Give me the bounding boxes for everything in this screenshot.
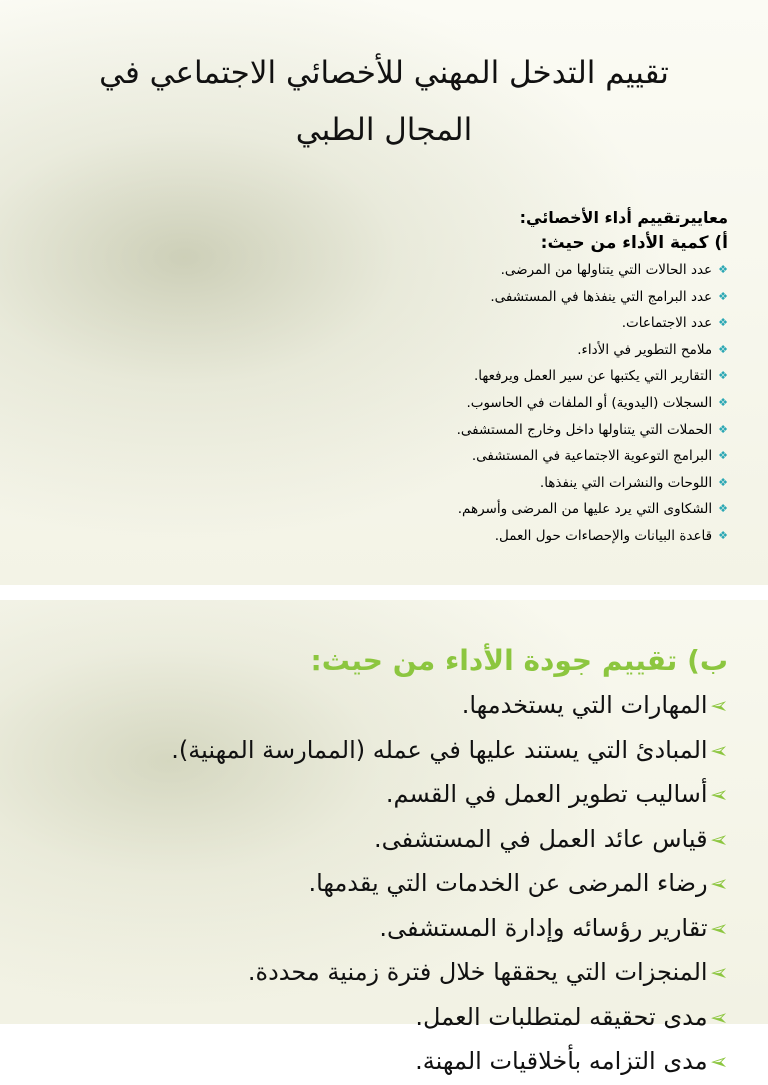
list-item bbox=[168, 310, 728, 337]
list-item-text: عدد الاجتماعات. bbox=[621, 315, 713, 332]
list-item-text: قاعدة البيانات والإحصاءات حول العمل. bbox=[494, 527, 713, 544]
diamond-bullet-icon: ❖ bbox=[718, 263, 728, 276]
list-item bbox=[168, 496, 728, 523]
diamond-bullet-icon: ❖ bbox=[718, 475, 728, 489]
arrow-bullet-icon: ➢ bbox=[709, 1005, 728, 1031]
list-item bbox=[168, 257, 728, 284]
arrow-bullet-icon: ➢ bbox=[709, 783, 728, 808]
list-item bbox=[168, 443, 728, 470]
quantity-heading: أ) كمية الأداء من حيث: bbox=[540, 233, 728, 253]
diamond-bullet-icon: ❖ bbox=[718, 449, 728, 463]
list-item-text: رضاء المرضى عن الخدمات التي يقدمها. bbox=[308, 869, 708, 897]
list-item bbox=[28, 862, 728, 907]
diamond-bullet-icon: ❖ bbox=[718, 502, 728, 516]
arrow-bullet-icon: ➢ bbox=[709, 1050, 728, 1075]
list-item-text: تقارير رؤسائه وإدارة المستشفى. bbox=[379, 913, 708, 942]
quality-section bbox=[28, 638, 728, 1085]
list-item bbox=[168, 417, 728, 444]
list-item bbox=[28, 729, 728, 774]
diamond-bullet-icon: ❖ bbox=[718, 342, 728, 356]
list-item bbox=[168, 523, 728, 550]
list-item bbox=[168, 470, 728, 497]
list-item bbox=[28, 996, 728, 1041]
list-item bbox=[168, 363, 728, 390]
list-item-text: السجلات (اليدوية) أو الملفات في الحاسوب. bbox=[466, 394, 713, 411]
list-item-text: اللوحات والنشرات التي ينفذها. bbox=[539, 474, 713, 491]
diamond-bullet-icon: ❖ bbox=[718, 422, 728, 436]
diamond-bullet-icon: ❖ bbox=[718, 369, 728, 383]
list-item-text: المبادئ التي يستند عليها في عمله (الممارسة المهنية). bbox=[171, 735, 708, 764]
arrow-bullet-icon: ➢ bbox=[709, 694, 728, 719]
slide-title bbox=[60, 45, 708, 159]
arrow-bullet-icon: ➢ bbox=[709, 872, 728, 897]
diamond-bullet-icon: ❖ bbox=[718, 528, 728, 542]
list-item bbox=[28, 951, 728, 996]
list-item-text: المهارات التي يستخدمها. bbox=[461, 691, 708, 719]
list-item bbox=[28, 773, 728, 818]
list-item-text: ملامح التطوير في الأداء. bbox=[577, 341, 713, 358]
list-item-text: مدى تحقيقه لمتطلبات العمل. bbox=[415, 1002, 708, 1031]
diamond-bullet-icon: ❖ bbox=[718, 395, 728, 409]
list-item bbox=[28, 1040, 728, 1085]
list-item-text: الشكاوى التي يرد عليها من المرضى وأسرهم. bbox=[457, 501, 713, 518]
list-item-text: أساليب تطوير العمل في القسم. bbox=[385, 780, 708, 808]
list-item-text: قياس عائد العمل في المستشفى. bbox=[374, 824, 708, 853]
arrow-bullet-icon: ➢ bbox=[709, 961, 728, 986]
list-item bbox=[168, 390, 728, 417]
arrow-bullet-icon: ➢ bbox=[709, 738, 728, 764]
diamond-bullet-icon: ❖ bbox=[718, 316, 728, 330]
list-item-text: عدد الحالات التي يتناولها من المرضى. bbox=[500, 262, 713, 278]
list-item bbox=[168, 337, 728, 364]
list-item bbox=[168, 284, 728, 311]
arrow-bullet-icon: ➢ bbox=[709, 916, 728, 942]
list-item-text: الحملات التي يتناولها داخل وخارج المستشفى. bbox=[456, 421, 713, 438]
list-item-text: البرامج التوعوية الاجتماعية في المستشفى. bbox=[471, 448, 713, 465]
arrow-bullet-icon: ➢ bbox=[709, 827, 728, 853]
list-item bbox=[28, 818, 728, 863]
list-item-text: التقارير التي يكتبها عن سير العمل ويرفعها. bbox=[473, 368, 713, 385]
slide-evaluation-quality bbox=[0, 600, 768, 1075]
quality-heading: ب) تقييم جودة الأداء من حيث: bbox=[310, 644, 728, 677]
list-item bbox=[28, 684, 728, 729]
list-item-text: مدى التزامه بأخلاقيات المهنة. bbox=[415, 1047, 708, 1075]
diamond-bullet-icon: ❖ bbox=[718, 289, 728, 303]
criteria-section bbox=[168, 205, 728, 550]
slide-title-line-2: المجال الطبي bbox=[295, 112, 473, 148]
slide-title-line-1: تقييم التدخل المهني للأخصائي الاجتماعي في bbox=[99, 55, 669, 91]
quality-list bbox=[28, 684, 728, 1085]
quantity-list bbox=[168, 257, 728, 550]
criteria-heading: معاييرتقييم أداء الأخصائي: bbox=[519, 208, 728, 227]
list-item-text: المنجزات التي يحققها خلال فترة زمنية محددة. bbox=[247, 958, 708, 986]
list-item bbox=[28, 907, 728, 952]
list-item-text: عدد البرامج التي ينفذها في المستشفى. bbox=[490, 288, 713, 305]
